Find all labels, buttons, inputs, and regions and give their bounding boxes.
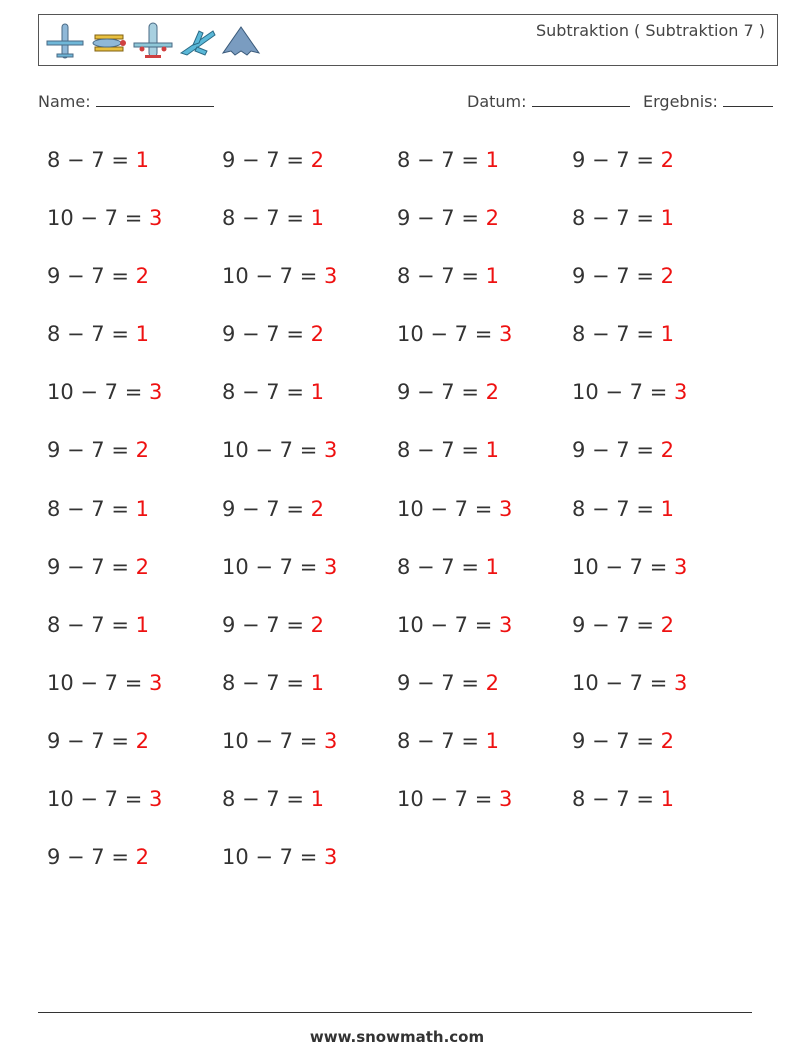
result-line[interactable] xyxy=(723,92,773,107)
problem-item xyxy=(572,201,747,259)
problem-question: 10 − 7 = xyxy=(47,787,149,812)
problem-answer: 2 xyxy=(660,264,674,289)
problem-question: 10 − 7 = xyxy=(397,787,499,812)
date-label: Datum: xyxy=(467,92,527,111)
problem-grid xyxy=(47,143,747,898)
problem-question: 9 − 7 = xyxy=(397,206,486,231)
problem-item xyxy=(222,433,397,491)
problem-item xyxy=(572,550,747,608)
icon-strip xyxy=(45,19,265,63)
problem-item xyxy=(397,433,572,491)
problem-answer: 1 xyxy=(660,496,674,521)
jet-icon xyxy=(177,21,217,61)
problem-question: 10 − 7 = xyxy=(572,554,674,579)
problem-answer: 3 xyxy=(673,670,688,695)
problem-item xyxy=(572,143,747,201)
problem-item xyxy=(47,433,222,491)
problem-question: 10 − 7 = xyxy=(397,496,499,521)
problem-answer: 1 xyxy=(660,206,674,231)
problem-item xyxy=(222,375,397,433)
problem-item xyxy=(47,375,222,433)
problem-row xyxy=(47,433,747,491)
problem-item xyxy=(397,782,572,840)
date-line[interactable] xyxy=(532,92,630,107)
problem-question: 8 − 7 = xyxy=(397,438,486,463)
problem-answer: 1 xyxy=(310,787,324,812)
problem-answer: 2 xyxy=(660,148,674,172)
problem-answer: 1 xyxy=(310,670,324,695)
problem-item xyxy=(572,608,747,666)
problem-answer: 2 xyxy=(310,322,324,347)
problem-question: 10 − 7 = xyxy=(222,554,324,579)
problem-item xyxy=(47,259,222,317)
problem-question: 10 − 7 = xyxy=(47,380,149,405)
problem-question: 10 − 7 = xyxy=(397,322,499,347)
problem-question: 9 − 7 = xyxy=(572,438,661,463)
problem-answer: 2 xyxy=(310,612,324,637)
problem-item xyxy=(572,782,747,840)
problem-item xyxy=(47,143,222,201)
problem-item xyxy=(397,375,572,433)
problem-row xyxy=(47,666,747,724)
problem-question: 9 − 7 = xyxy=(397,670,486,695)
problem-question: 10 − 7 = xyxy=(47,670,149,695)
problem-item xyxy=(572,259,747,317)
problem-answer: 2 xyxy=(135,728,149,753)
problem-answer: 2 xyxy=(485,206,499,231)
problem-question: 9 − 7 = xyxy=(222,612,311,637)
problem-item xyxy=(222,492,397,550)
problem-answer: 2 xyxy=(135,554,149,579)
airliner-icon xyxy=(133,21,173,61)
stealth-bomber-icon xyxy=(221,21,261,61)
problem-item xyxy=(572,317,747,375)
problem-answer: 1 xyxy=(135,148,149,172)
problem-answer: 1 xyxy=(660,787,674,812)
problem-answer: 3 xyxy=(323,264,338,289)
problem-answer: 2 xyxy=(310,496,324,521)
problem-question: 8 − 7 = xyxy=(397,728,486,753)
problem-answer: 1 xyxy=(310,206,324,231)
problem-row xyxy=(47,259,747,317)
problem-answer: 3 xyxy=(148,380,163,405)
problem-item xyxy=(572,375,747,433)
problem-question: 9 − 7 = xyxy=(47,264,136,289)
problem-item xyxy=(222,143,397,201)
biplane-icon xyxy=(89,21,129,61)
problem-row xyxy=(47,201,747,259)
problem-question: 9 − 7 = xyxy=(572,148,661,172)
problem-question: 8 − 7 = xyxy=(397,264,486,289)
problem-item xyxy=(222,840,397,898)
worksheet-title: Subtraktion ( Subtraktion 7 ) xyxy=(535,21,765,40)
problem-question: 8 − 7 = xyxy=(222,787,311,812)
problem-item xyxy=(47,608,222,666)
header-box xyxy=(38,14,778,66)
problem-question: 10 − 7 = xyxy=(222,728,324,753)
problem-item xyxy=(222,317,397,375)
problem-row xyxy=(47,840,747,898)
problem-item xyxy=(47,782,222,840)
problem-question: 10 − 7 = xyxy=(572,670,674,695)
problem-answer: 1 xyxy=(135,496,149,521)
problem-answer: 1 xyxy=(660,322,674,347)
problem-answer: 2 xyxy=(485,670,499,695)
problem-item xyxy=(572,492,747,550)
problem-row xyxy=(47,782,747,840)
problem-question: 8 − 7 = xyxy=(572,496,661,521)
problem-item xyxy=(572,666,747,724)
footer-site: www.snowmath.com xyxy=(309,1028,485,1046)
problem-row xyxy=(47,608,747,666)
problem-row xyxy=(47,724,747,782)
problem-question: 9 − 7 = xyxy=(572,264,661,289)
problem-question: 10 − 7 = xyxy=(572,380,674,405)
problem-item xyxy=(222,550,397,608)
problem-question: 8 − 7 = xyxy=(397,148,486,172)
problem-item xyxy=(397,143,572,201)
problem-item xyxy=(397,550,572,608)
problem-question: 8 − 7 = xyxy=(222,380,311,405)
problem-answer: 3 xyxy=(148,787,163,812)
problem-answer: 3 xyxy=(498,496,513,521)
problem-item xyxy=(397,259,572,317)
result-field xyxy=(643,92,773,111)
problem-item xyxy=(47,666,222,724)
problem-question: 8 − 7 = xyxy=(47,322,136,347)
problem-item xyxy=(47,201,222,259)
problem-answer: 2 xyxy=(135,438,149,463)
problem-question: 8 − 7 = xyxy=(572,206,661,231)
airplane-icon xyxy=(45,21,85,61)
problem-item xyxy=(397,666,572,724)
problem-answer: 3 xyxy=(498,612,513,637)
problem-item xyxy=(397,608,572,666)
problem-item xyxy=(572,724,747,782)
problem-question: 9 − 7 = xyxy=(222,148,311,172)
problem-question: 9 − 7 = xyxy=(47,728,136,753)
problem-item xyxy=(222,608,397,666)
problem-answer: 3 xyxy=(323,845,338,870)
name-field xyxy=(38,92,214,111)
problem-question: 10 − 7 = xyxy=(397,612,499,637)
problem-question: 9 − 7 = xyxy=(572,612,661,637)
problem-question: 10 − 7 = xyxy=(222,264,324,289)
problem-question: 8 − 7 = xyxy=(222,670,311,695)
problem-item xyxy=(222,724,397,782)
problem-answer: 1 xyxy=(135,612,149,637)
problem-question: 8 − 7 = xyxy=(572,322,661,347)
problem-question: 8 − 7 = xyxy=(572,787,661,812)
problem-answer: 3 xyxy=(323,728,338,753)
problem-item xyxy=(222,666,397,724)
problem-answer: 2 xyxy=(660,728,674,753)
problem-answer: 2 xyxy=(310,148,324,172)
date-field xyxy=(467,92,630,111)
problem-answer: 3 xyxy=(323,554,338,579)
problem-answer: 2 xyxy=(135,845,149,870)
problem-question: 9 − 7 = xyxy=(47,438,136,463)
problem-item xyxy=(572,433,747,491)
name-label: Name: xyxy=(38,92,91,111)
problem-question: 8 − 7 = xyxy=(47,496,136,521)
problem-question: 9 − 7 = xyxy=(47,845,136,870)
problem-answer: 3 xyxy=(323,438,338,463)
problem-answer: 1 xyxy=(310,380,324,405)
problem-question: 8 − 7 = xyxy=(47,612,136,637)
footer-divider xyxy=(38,1012,752,1013)
problem-question: 9 − 7 = xyxy=(572,728,661,753)
problem-question: 9 − 7 = xyxy=(222,496,311,521)
problem-question: 10 − 7 = xyxy=(47,206,149,231)
problem-question: 10 − 7 = xyxy=(222,438,324,463)
problem-item xyxy=(222,259,397,317)
problem-row xyxy=(47,550,747,608)
problem-row xyxy=(47,143,747,201)
problem-answer: 1 xyxy=(135,322,149,347)
problem-question: 8 − 7 = xyxy=(222,206,311,231)
problem-item xyxy=(397,724,572,782)
problem-item xyxy=(47,492,222,550)
problem-row xyxy=(47,375,747,433)
problem-answer: 3 xyxy=(148,206,163,231)
problem-answer: 2 xyxy=(660,438,674,463)
problem-question: 8 − 7 = xyxy=(47,148,136,172)
problem-question: 9 − 7 = xyxy=(222,322,311,347)
problem-item xyxy=(397,201,572,259)
problem-answer: 3 xyxy=(673,380,688,405)
problem-question: 8 − 7 = xyxy=(397,554,486,579)
name-line[interactable] xyxy=(96,92,214,107)
problem-answer: 2 xyxy=(135,264,149,289)
problem-question: 9 − 7 = xyxy=(47,554,136,579)
problem-item xyxy=(47,550,222,608)
problem-question: 10 − 7 = xyxy=(222,845,324,870)
result-label: Ergebnis: xyxy=(643,92,718,111)
problem-item xyxy=(397,492,572,550)
problem-answer: 1 xyxy=(485,264,499,289)
problem-row xyxy=(47,492,747,550)
problem-answer: 2 xyxy=(485,380,499,405)
problem-question: 9 − 7 = xyxy=(397,380,486,405)
problem-item xyxy=(47,724,222,782)
problem-item xyxy=(47,317,222,375)
problem-item xyxy=(222,782,397,840)
problem-answer: 3 xyxy=(148,670,163,695)
problem-answer: 2 xyxy=(660,612,674,637)
problem-answer: 3 xyxy=(498,787,513,812)
problem-item xyxy=(47,840,222,898)
problem-answer: 3 xyxy=(673,554,688,579)
problem-answer: 1 xyxy=(485,148,499,172)
problem-answer: 1 xyxy=(485,438,499,463)
problem-row xyxy=(47,317,747,375)
problem-answer: 1 xyxy=(485,728,499,753)
problem-answer: 3 xyxy=(498,322,513,347)
problem-item xyxy=(222,201,397,259)
problem-answer: 1 xyxy=(485,554,499,579)
problem-item xyxy=(397,317,572,375)
